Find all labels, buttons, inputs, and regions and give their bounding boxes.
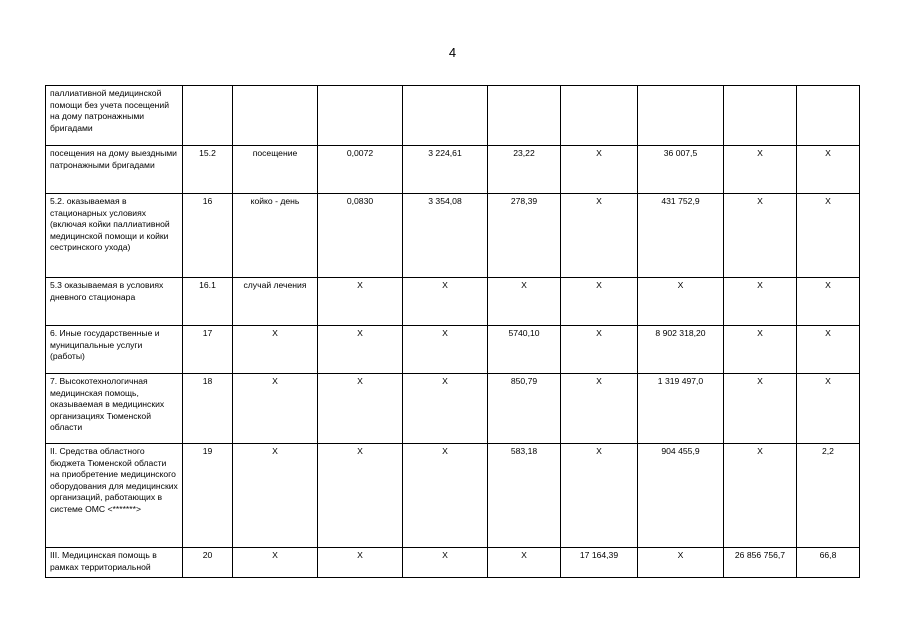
cell-col6: X <box>561 444 638 548</box>
cell-col4: X <box>403 548 488 578</box>
table-row <box>46 194 860 278</box>
cell-col9: X <box>797 194 860 278</box>
cell-col5: 583,18 <box>488 444 561 548</box>
cell-col3: X <box>318 278 403 326</box>
cell-col9: X <box>797 326 860 374</box>
table-row <box>46 374 860 444</box>
cell-col8: X <box>724 374 797 444</box>
unit-cell <box>233 86 318 146</box>
cell-col7: 431 752,9 <box>638 194 724 278</box>
table-row <box>46 146 860 194</box>
cell-col4: X <box>403 326 488 374</box>
cell-col7: X <box>638 548 724 578</box>
cell-col4 <box>403 86 488 146</box>
cell-col4: X <box>403 278 488 326</box>
cell-col6: X <box>561 326 638 374</box>
cell-col6: 17 164,39 <box>561 548 638 578</box>
cell-col3: X <box>318 548 403 578</box>
table-row <box>46 278 860 326</box>
row-description: 5.2. оказываемая в стационарных условиях (включая койки паллиативной медицинской помощи и койки сестринского ухода) <box>46 194 183 278</box>
table-row <box>46 548 860 578</box>
cell-col3: 0,0072 <box>318 146 403 194</box>
cell-col8: 26 856 756,7 <box>724 548 797 578</box>
cell-col5: 850,79 <box>488 374 561 444</box>
cell-col6: X <box>561 374 638 444</box>
cell-col4: X <box>403 444 488 548</box>
cell-col9 <box>797 86 860 146</box>
cell-col6 <box>561 86 638 146</box>
row-description: паллиативной медицинской помощи без учета посещений на дому патронажными бригадами <box>46 86 183 146</box>
cell-col3 <box>318 86 403 146</box>
cell-col7: 904 455,9 <box>638 444 724 548</box>
row-description: посещения на дому выездными патронажными бригадами <box>46 146 183 194</box>
row-number: 16 <box>183 194 233 278</box>
cell-col6: X <box>561 278 638 326</box>
row-number: 19 <box>183 444 233 548</box>
cell-col8: X <box>724 326 797 374</box>
cell-col5 <box>488 86 561 146</box>
data-table <box>45 85 860 578</box>
row-number: 16.1 <box>183 278 233 326</box>
cell-col7: 8 902 318,20 <box>638 326 724 374</box>
cell-col5: 5740,10 <box>488 326 561 374</box>
unit-cell: X <box>233 374 318 444</box>
cell-col6: X <box>561 194 638 278</box>
cell-col5: X <box>488 548 561 578</box>
cell-col3: X <box>318 326 403 374</box>
row-number: 15.2 <box>183 146 233 194</box>
row-description: 6. Иные государственные и муниципальные услуги (работы) <box>46 326 183 374</box>
table-row <box>46 326 860 374</box>
cell-col4: X <box>403 374 488 444</box>
cell-col5: 278,39 <box>488 194 561 278</box>
cell-col5: X <box>488 278 561 326</box>
cell-col7 <box>638 86 724 146</box>
cell-col7: X <box>638 278 724 326</box>
row-description: II. Средства областного бюджета Тюменской области на приобретение медицинского оборудования для медицинских организаций, работающих в системе ОМС <*******> <box>46 444 183 548</box>
cell-col4: 3 354,08 <box>403 194 488 278</box>
cell-col9: X <box>797 146 860 194</box>
cell-col9: X <box>797 278 860 326</box>
table-row <box>46 86 860 146</box>
unit-cell: X <box>233 326 318 374</box>
row-number: 17 <box>183 326 233 374</box>
cell-col9: 66,8 <box>797 548 860 578</box>
row-number: 18 <box>183 374 233 444</box>
cell-col7: 36 007,5 <box>638 146 724 194</box>
row-description: III. Медицинская помощь в рамках территориальной <box>46 548 183 578</box>
unit-cell: X <box>233 548 318 578</box>
cell-col4: 3 224,61 <box>403 146 488 194</box>
cell-col3: 0,0830 <box>318 194 403 278</box>
cell-col8: X <box>724 194 797 278</box>
row-number <box>183 86 233 146</box>
cell-col8: X <box>724 278 797 326</box>
cell-col3: X <box>318 374 403 444</box>
unit-cell: случай лечения <box>233 278 318 326</box>
row-number: 20 <box>183 548 233 578</box>
cell-col8: X <box>724 146 797 194</box>
row-description: 5.3 оказываемая в условиях дневного стационара <box>46 278 183 326</box>
cell-col8 <box>724 86 797 146</box>
cell-col7: 1 319 497,0 <box>638 374 724 444</box>
cell-col9: 2,2 <box>797 444 860 548</box>
cell-col8: X <box>724 444 797 548</box>
unit-cell: койко - день <box>233 194 318 278</box>
table-row <box>46 444 860 548</box>
row-description: 7. Высокотехнологичная медицинская помощь, оказываемая в медицинских организациях Тюменской области <box>46 374 183 444</box>
page-number: 4 <box>448 45 457 60</box>
unit-cell: X <box>233 444 318 548</box>
cell-col5: 23,22 <box>488 146 561 194</box>
cell-col6: X <box>561 146 638 194</box>
cell-col3: X <box>318 444 403 548</box>
cell-col9: X <box>797 374 860 444</box>
unit-cell: посещение <box>233 146 318 194</box>
